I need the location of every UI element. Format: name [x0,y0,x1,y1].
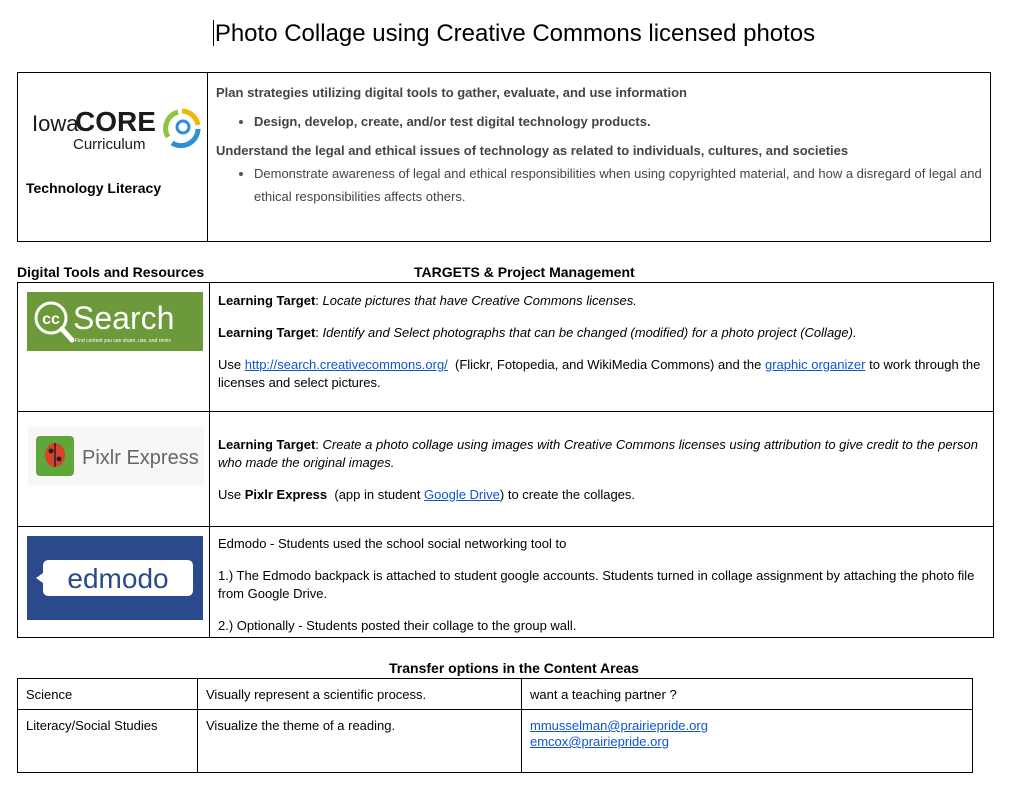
logo-curriculum-text: Curriculum [73,136,146,153]
learning-target-1: Learning Target: Locate pictures that have Creative Commons licenses. [218,293,637,308]
section-tools-heading: Digital Tools and Resources [17,264,205,280]
edmodo-logo-cell [18,527,210,638]
logo-core-text: CORE [75,107,156,137]
learning-target-2: Learning Target: Identify and Select photographs that can be changed (modified) for a photo project (Collage). [218,325,857,340]
standard-heading-2: Understand the legal and ethical issues of technology as related to individuals, cultures, and societies [216,143,849,158]
transfer-contact: want a teaching partner ? [522,679,973,710]
standards-table [17,72,991,242]
standard-list-2 [216,162,982,208]
transfer-contact-emails [522,710,973,773]
tool-row-ccsearch [18,283,994,412]
transfer-area: Literacy/Social Studies [18,710,198,773]
standards-text-cell [208,73,991,242]
standard-bullet-1: • Design, develop, create, and/or test digital technology products. [254,110,982,133]
cc-tagline-text: Find content you can share, use, and remix [75,338,171,344]
cc-search-logo [27,292,203,351]
tool-row-edmodo [18,527,994,638]
logo-iowa-text: Iowa [32,111,79,136]
learning-target-3: Learning Target: Create a photo collage using images with Creative Commons licenses using attribution to give credit to the person who made the original images. [218,437,978,470]
email-link-1[interactable]: mmusselman@prairiepride.org [530,718,708,733]
transfer-heading: Transfer options in the Content Areas [389,660,639,676]
cc-search-text: Search [73,300,175,336]
ccsearch-link[interactable]: http://search.creativecommons.org/ [244,357,448,372]
email-link-2[interactable]: emcox@prairiepride.org [530,734,669,749]
transfer-idea: Visualize the theme of a reading. [198,710,522,773]
table-row [18,710,973,773]
page-title: Photo Collage using Creative Commons licensed photos [214,20,816,47]
ccsearch-logo-cell [18,283,210,412]
google-drive-link[interactable]: Google Drive [424,487,500,502]
edmodo-logo-text: edmodo [67,563,169,594]
standard-list-1 [216,110,982,133]
text-cursor [213,20,214,46]
pixlr-instructions: Use Pixlr Express (app in student Google Drive) to create the collages. [218,487,636,502]
standard-heading-1: Plan strategies utilizing digital tools to gather, evaluate, and use information [216,85,687,100]
graphic-organizer-link[interactable]: graphic organizer [765,357,866,372]
edmodo-logo [27,536,203,620]
tools-table [17,282,994,638]
edmodo-text-cell [210,527,994,638]
standards-logo-cell [18,73,208,242]
edmodo-step-2: 2.) Optionally - Students posted their collage to the group wall. [218,618,577,633]
table-row [18,679,973,710]
pixlr-express-logo [28,426,204,486]
transfer-table [17,678,973,773]
cc-mark-text: cc [42,311,60,328]
section-targets-heading: TARGETS & Project Management [414,264,635,280]
transfer-area: Science [18,679,198,710]
ccsearch-instructions: Use http://search.creativecommons.org/ (Flickr, Fotopedia, and WikiMedia Commons) and the graphic organizer to work through the licenses and select pictures. [218,357,981,390]
pixlr-logo-text: Pixlr Express [82,447,199,469]
pixlr-logo-cell [18,412,210,527]
transfer-idea: Visually represent a scientific process. [198,679,522,710]
standard-bullet-2: • Demonstrate awareness of legal and ethical responsibilities when using copyrighted material, and how a disregard of legal and ethical responsibilities affects others. [254,162,982,208]
iowa-core-logo [32,107,202,153]
ccsearch-text-cell [210,283,994,412]
tool-row-pixlr [18,412,994,527]
edmodo-step-1: 1.) The Edmodo backpack is attached to student google accounts. Students turned in collage assignment by attaching the photo file from Google Drive. [218,568,975,601]
pixlr-text-cell [210,412,994,527]
edmodo-intro: Edmodo - Students used the school social networking tool to [218,536,567,551]
subject-label: Technology Literacy [26,180,162,196]
